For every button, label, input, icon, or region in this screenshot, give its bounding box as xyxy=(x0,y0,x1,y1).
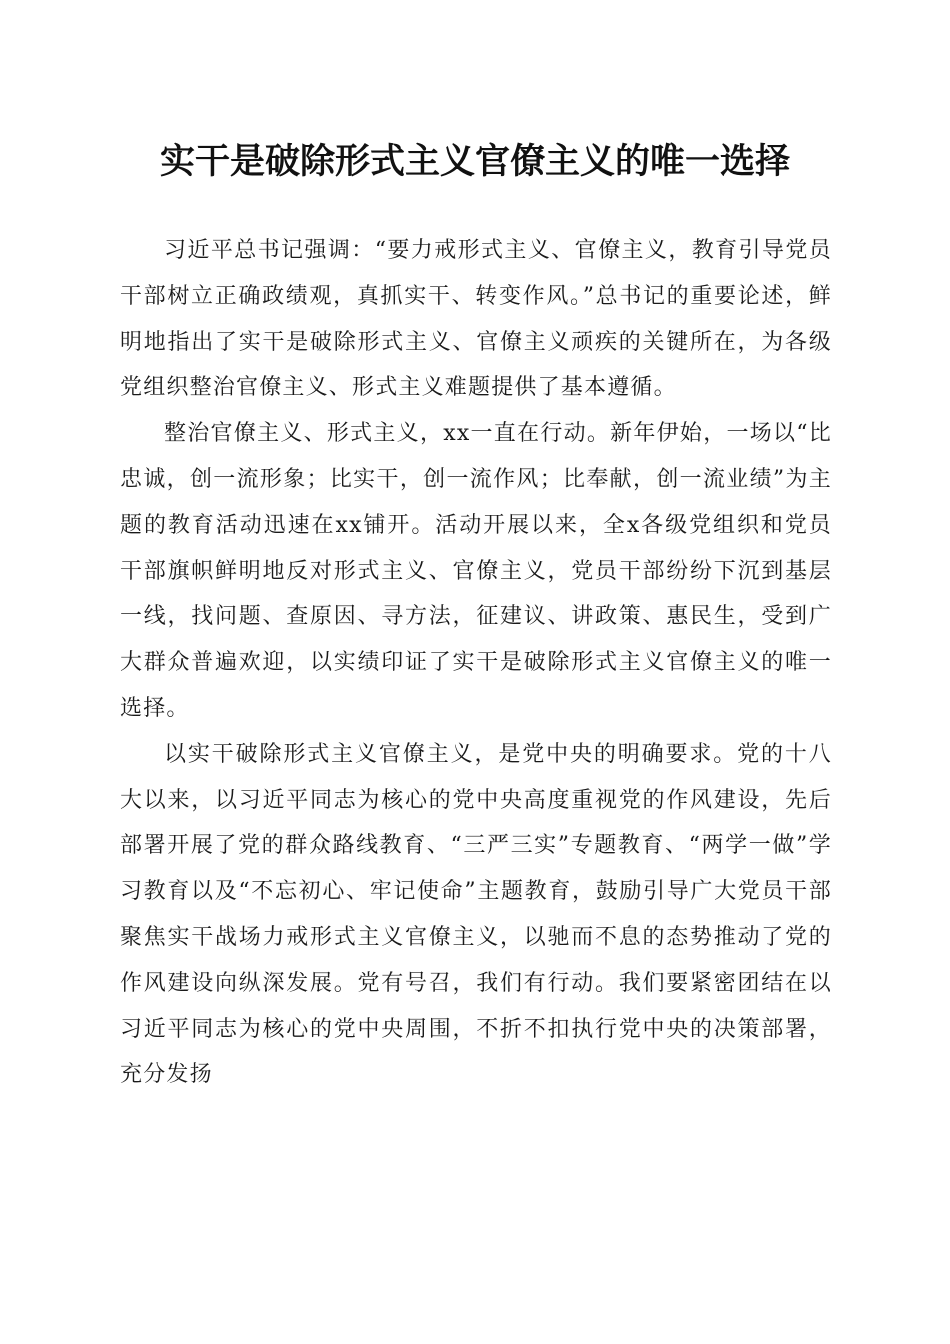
paragraph-3: 以实干破除形式主义官僚主义，是党中央的明确要求。党的十八大以来，以习近平同志为核心的党中央高度重视党的作风建设，先后部署开展了党的群众路线教育、“三严三实”专题教育、“两学一做”学习教育以及“不忘初心、牢记使命”主题教育，鼓励引导广大党员干部聚焦实干战场力戒形式主义官僚主义，以驰而不息的态势推动了党的作风建设向纵深发展。党有号召，我们有行动。我们要紧密团结在以习近平同志为核心的党中央周围，不折不扣执行党中央的决策部署，充分发扬 xyxy=(120,741,832,1088)
page-title: 实干是破除形式主义官僚主义的唯一选择 xyxy=(159,142,790,182)
document-body xyxy=(120,228,832,1098)
paragraph-1: 习近平总书记强调：“要力戒形式主义、官僚主义，教育引导党员干部树立正确政绩观，真抓实干、转变作风。”总书记的重要论述，鲜明地指出了实干是破除形式主义、官僚主义顽疾的关键所在，为各级党组织整治官僚主义、形式主义难题提供了基本遵循。 xyxy=(120,238,832,401)
paragraph-2: 整治官僚主义、形式主义，xx一直在行动。新年伊始，一场以“比忠诚，创一流形象；比实干，创一流作风；比奉献，创一流业绩”为主题的教育活动迅速在xx铺开。活动开展以来，全x各级党组织和党员干部旗帜鲜明地反对形式主义、官僚主义，党员干部纷纷下沉到基层一线，找问题、查原因、寻方法，征建议、讲政策、惠民生，受到广大群众普遍欢迎，以实绩印证了实干是破除形式主义官僚主义的唯一选择。 xyxy=(120,421,832,721)
